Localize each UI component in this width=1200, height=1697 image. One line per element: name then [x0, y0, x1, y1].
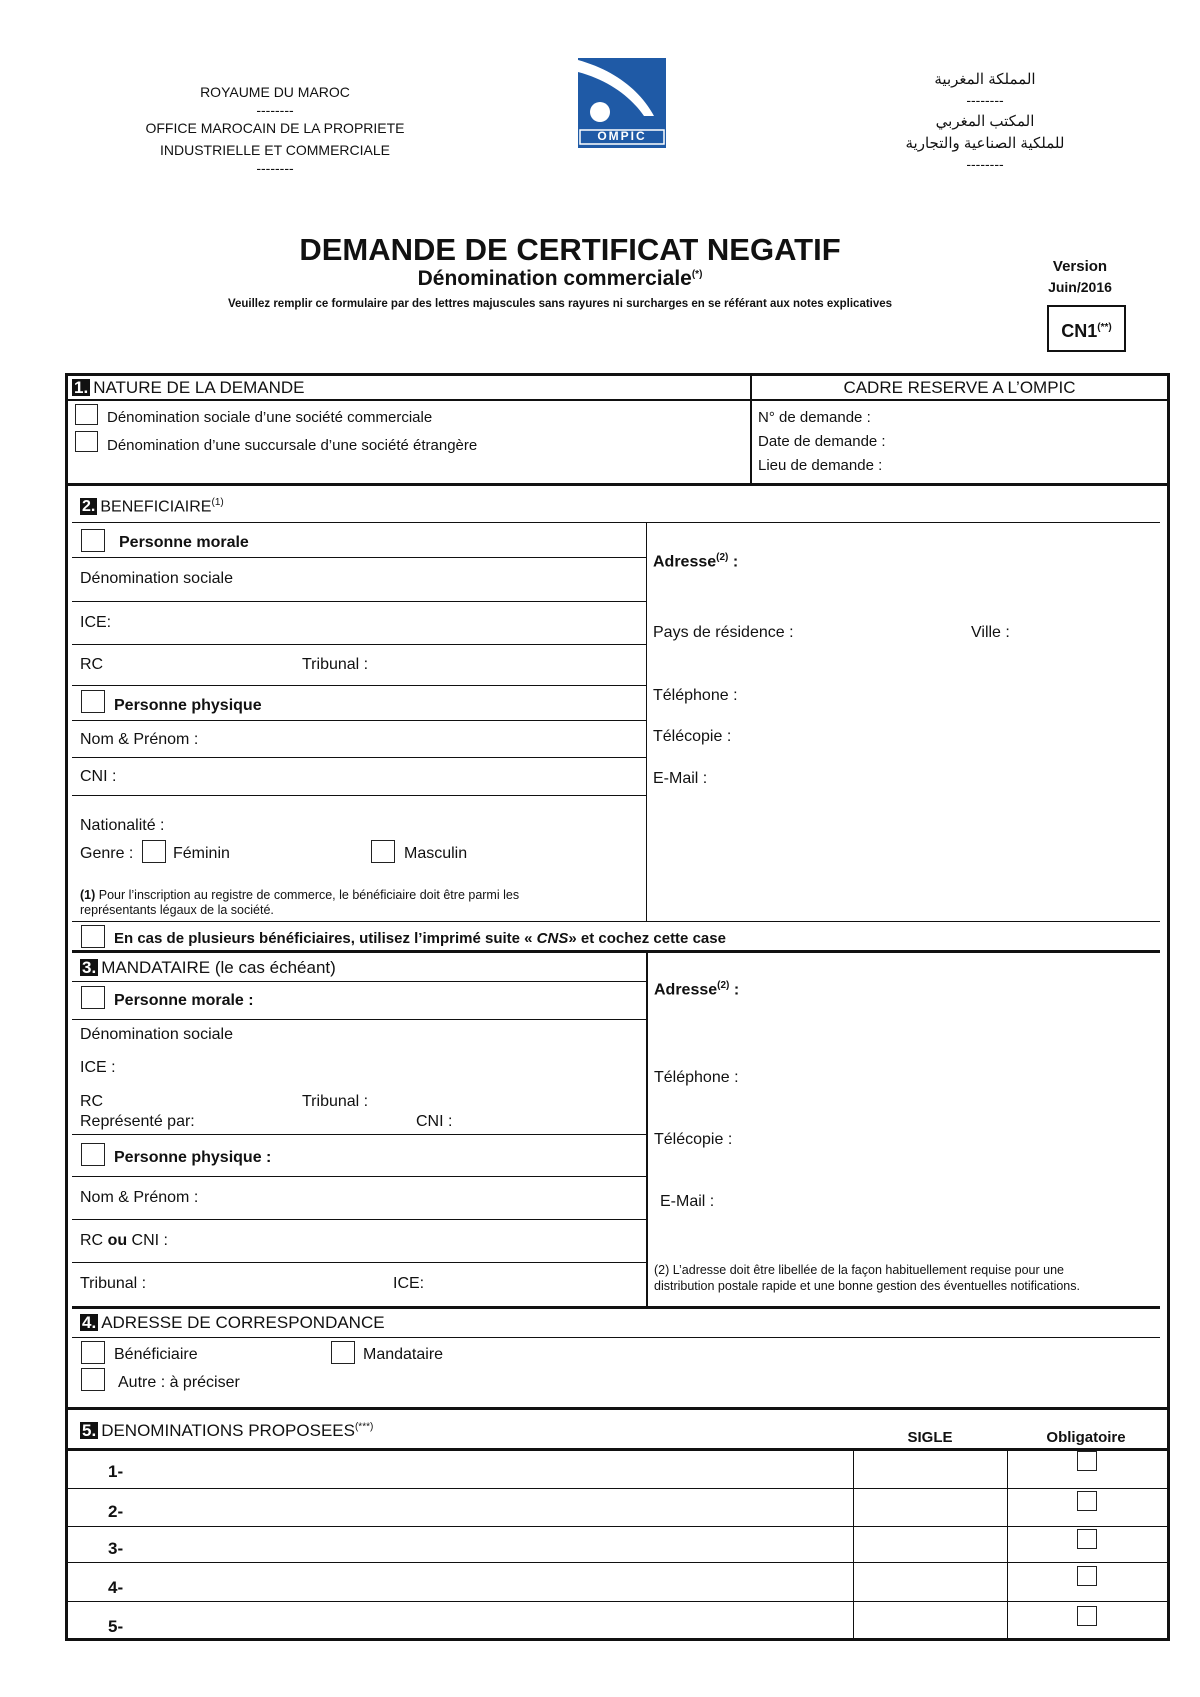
checkbox-gender-male[interactable] — [371, 840, 395, 863]
multiple-beneficiaries-label: En cas de plusieurs bénéficiaires, utilisez l’imprimé suite « CNS» et cochez cette case — [114, 930, 726, 947]
field-line — [72, 557, 646, 558]
table-row-line — [65, 1526, 1170, 1527]
office-name-2: INDUSTRIELLE ET COMMERCIALE — [159, 142, 390, 158]
column-mandatory: Obligatoire — [1046, 1429, 1126, 1446]
tribunal-label: Tribunal : — [302, 1093, 369, 1110]
field-line — [72, 757, 646, 758]
form-subtitle: Dénomination commerciale(*) — [417, 267, 703, 290]
version-label: Version — [1052, 258, 1108, 275]
reserved-request-date: Date de demande : — [758, 433, 886, 450]
header-separator: -------- — [256, 102, 294, 118]
denomination-row-label: 5- — [108, 1617, 124, 1636]
denomination-row-label: 2- — [108, 1502, 124, 1521]
table-row-line — [65, 1601, 1170, 1602]
male-label: Masculin — [404, 845, 468, 862]
checkbox-beneficiary-legal-person[interactable] — [81, 529, 105, 552]
section4-top-line — [72, 1306, 1160, 1309]
checkbox-mandatory-1[interactable] — [1077, 1451, 1097, 1471]
email-label: E-Mail : — [660, 1193, 715, 1210]
logo-text: OMPIC — [597, 129, 647, 143]
checkbox-correspondence-agent[interactable] — [331, 1341, 355, 1364]
table-column-line — [853, 1448, 854, 1640]
section1-bottom-line — [65, 483, 1170, 486]
section3-title: 3. MANDATAIRE (le cas échéant) — [82, 958, 336, 977]
agent-option-label: Mandataire — [363, 1346, 444, 1363]
checkbox-mandatory-4[interactable] — [1077, 1566, 1097, 1586]
section5-top-line — [65, 1407, 1170, 1410]
legal-person-label: Personne morale : — [114, 992, 254, 1009]
rc-label: RC — [80, 1093, 104, 1110]
checkbox-correspondence-other[interactable] — [81, 1368, 105, 1391]
denomination-row-label: 1- — [108, 1462, 124, 1481]
form-title: DEMANDE DE CERTIFICAT NEGATIF — [299, 232, 841, 267]
field-line — [72, 1019, 646, 1020]
company-name-label: Dénomination sociale — [80, 570, 233, 587]
gender-label: Genre : — [80, 845, 134, 862]
checkbox-branch-denomination[interactable] — [75, 431, 98, 452]
field-line — [72, 921, 1160, 922]
form-code-box: CN1(**) — [1047, 305, 1126, 352]
checkbox-multiple-beneficiaries[interactable] — [81, 925, 105, 948]
denomination-row-label: 4- — [108, 1578, 124, 1597]
checkbox-mandatory-5[interactable] — [1077, 1606, 1097, 1626]
natural-person-label: Personne physique — [114, 697, 262, 714]
address-label: Adresse$^{(2)}$ : — [654, 980, 740, 999]
phone-label: Téléphone : — [654, 1069, 739, 1086]
frame-top — [65, 373, 1170, 376]
field-line — [72, 1219, 646, 1220]
section2-title: 2. BENEFICIAIRE$^{(1)}$ — [82, 497, 224, 516]
checkbox-mandatory-3[interactable] — [1077, 1529, 1097, 1549]
section1-header-line — [65, 399, 1170, 401]
country-name-arabic: المملكة المغربية — [934, 71, 1036, 88]
section-number: 4. — [82, 1313, 97, 1332]
beneficiary-option-label: Bénéficiaire — [114, 1346, 198, 1363]
office-name: OFFICE MAROCAIN DE LA PROPRIETE — [145, 120, 405, 136]
section-number: 2. — [82, 498, 96, 516]
checkbox-beneficiary-natural-person[interactable] — [81, 690, 105, 713]
form-instructions: Veuillez remplir ce formulaire par des lettres majuscules sans rayures ni surcharges en se référant aux notes explicatives — [227, 298, 893, 310]
checkbox-agent-natural-person[interactable] — [81, 1143, 105, 1166]
field-line — [72, 1262, 646, 1263]
field-line — [72, 795, 646, 796]
table-row-line — [65, 1488, 1170, 1489]
reserved-request-place: Lieu de demande : — [758, 457, 883, 474]
field-line — [72, 981, 646, 982]
natural-person-label: Personne physique : — [114, 1149, 272, 1166]
header-separator: -------- — [966, 92, 1004, 108]
rc-label: RC — [80, 656, 104, 673]
ompic-logo — [578, 58, 666, 148]
denomination-row-label: 3- — [108, 1539, 124, 1558]
section2-header-line — [72, 522, 1160, 523]
ice-label: ICE: — [80, 614, 112, 631]
header-separator: -------- — [966, 156, 1004, 172]
table-row-line — [65, 1562, 1170, 1563]
option-label: Dénomination sociale d’une société commerciale — [107, 409, 433, 426]
table-header-line — [65, 1448, 1170, 1451]
tribunal-label: Tribunal : — [302, 656, 369, 673]
other-option-label: Autre : à préciser — [118, 1374, 240, 1391]
checkbox-agent-legal-person[interactable] — [81, 986, 105, 1009]
section3-top-line — [72, 950, 1160, 953]
section-number: 5. — [82, 1421, 97, 1440]
country-name: ROYAUME DU MAROC — [200, 84, 350, 100]
full-name-label: Nom & Prénom : — [80, 731, 199, 748]
full-name-label: Nom & Prénom : — [80, 1189, 199, 1206]
field-line — [72, 1134, 646, 1135]
section-number: 1. — [74, 378, 89, 397]
version-date: Juin/2016 — [1048, 279, 1112, 295]
section4-title: 4. ADRESSE DE CORRESPONDANCE — [82, 1313, 385, 1332]
beneficiary-footnote: (1) Pour l’inscription au registre de commerce, le bénéficiaire doit être parmi les représentants légaux de la société. — [80, 888, 520, 917]
field-line — [72, 685, 646, 686]
fax-label: Télécopie : — [653, 728, 732, 745]
checkbox-mandatory-2[interactable] — [1077, 1491, 1097, 1511]
checkbox-correspondence-beneficiary[interactable] — [81, 1341, 105, 1364]
cni-label: CNI : — [416, 1113, 453, 1130]
reserved-box-title: CADRE RESERVE A L’OMPIC — [843, 378, 1076, 397]
checkbox-social-denomination[interactable] — [75, 404, 98, 425]
city-label: Ville : — [971, 624, 1010, 641]
ice-label: ICE : — [80, 1059, 116, 1076]
column-sigle: SIGLE — [907, 1429, 953, 1446]
female-label: Féminin — [173, 845, 230, 862]
section1-title: 1. NATURE DE LA DEMANDE — [74, 378, 305, 397]
header-separator: -------- — [256, 160, 294, 176]
phone-label: Téléphone : — [653, 687, 738, 704]
office-name-arabic-2: للملكية الصناعية والتجارية — [905, 135, 1065, 152]
email-label: E-Mail : — [653, 770, 708, 787]
country-label: Pays de résidence : — [653, 624, 794, 641]
office-name-arabic: المكتب المغربي — [935, 113, 1035, 130]
address-footnote: (2) L’adresse doit être libellée de la façon habituellement requise pour une distribution postale rapide et une bonne gestion des éventuelles notifications. — [654, 1263, 1080, 1293]
field-line — [72, 644, 646, 645]
checkbox-gender-female[interactable] — [142, 840, 166, 863]
section3-divider — [646, 950, 648, 1308]
company-name-label: Dénomination sociale — [80, 1026, 233, 1043]
section-number: 3. — [82, 958, 97, 977]
field-line — [72, 1337, 1160, 1338]
option-label: Dénomination d’une succursale d’une société étrangère — [107, 437, 478, 454]
cni-label: CNI : — [80, 768, 117, 785]
legal-person-label: Personne morale — [119, 534, 249, 551]
address-label: Adresse$^{(2)}$ : — [653, 552, 739, 571]
reserved-request-number: N° de demande : — [758, 409, 871, 426]
frame-bottom — [65, 1638, 1170, 1641]
tribunal-label: Tribunal : — [80, 1275, 147, 1292]
field-line — [72, 601, 646, 602]
represented-by-label: Représenté par: — [80, 1113, 195, 1130]
nationality-label: Nationalité : — [80, 817, 165, 834]
section5-title: 5. DENOMINATIONS PROPOSEES(***) — [82, 1421, 374, 1440]
section2-divider — [646, 522, 647, 922]
fax-label: Télécopie : — [654, 1131, 733, 1148]
ice-label: ICE: — [393, 1275, 425, 1292]
table-column-line — [1007, 1448, 1008, 1640]
field-line — [72, 720, 646, 721]
rc-or-cni-label: RC ou CNI : — [80, 1232, 168, 1249]
field-line — [72, 1176, 646, 1177]
